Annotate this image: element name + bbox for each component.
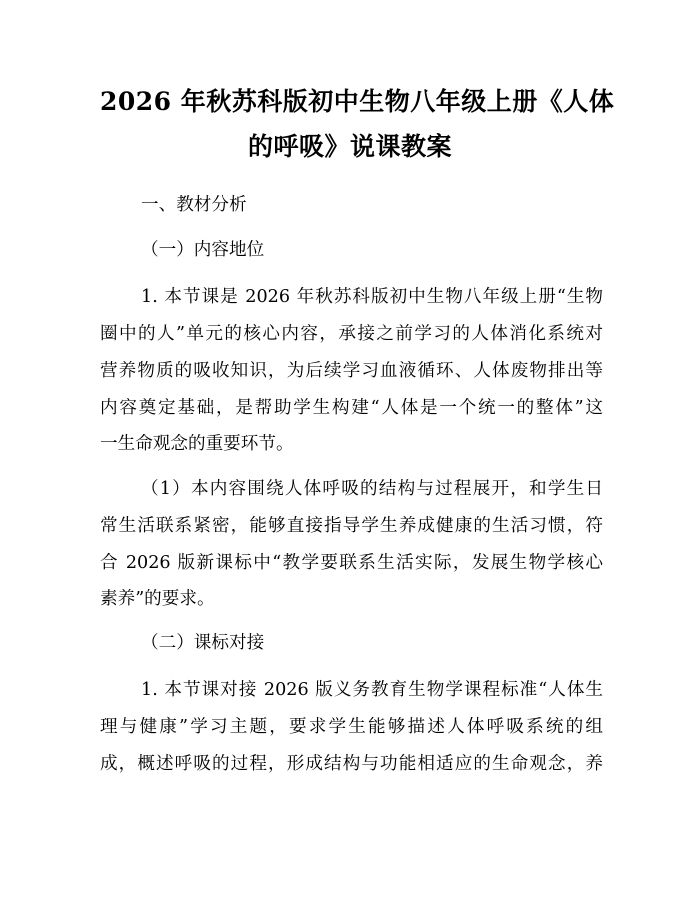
paragraph-1-line-5: 一生命观念的重要环节。 [100,434,294,454]
subsection-heading-curriculum-alignment: （二）课标对接 [141,633,265,653]
paragraph-3-line-1: 1. 本节课对接 2026 版义务教育生物学课程标准“人体生 [141,680,603,700]
section-heading: 一、教材分析 [141,195,247,215]
paragraph-1-line-4: 内容奠定基础，是帮助学生构建“人体是一个统一的整体”这 [100,398,603,418]
paragraph-2-line-4: 素养”的要求。 [100,589,215,609]
paragraph-3-line-2: 理与健康”学习主题，要求学生能够描述人体呼吸系统的组 [100,717,603,737]
paragraph-3-line-3: 成，概述呼吸的过程，形成结构与功能相适应的生命观念，养 [100,754,603,774]
document-title-line-2: 的呼吸》说课教案 [247,132,452,161]
paragraph-1-line-1: 1. 本节课是 2026 年秋苏科版初中生物八年级上册“生物 [141,287,603,307]
paragraph-2-line-2: 常生活联系紧密，能够直接指导学生养成健康的生活习惯，符 [100,516,603,536]
paragraph-1-line-2: 圈中的人”单元的核心内容，承接之前学习的人体消化系统对 [100,324,603,344]
paragraph-2-line-1: （1）本内容围绕人体呼吸的结构与过程展开，和学生日 [141,479,603,499]
paragraph-1-line-3: 营养物质的吸收知识，为后续学习血液循环、人体废物排出等 [100,361,603,381]
paragraph-2-line-3: 合 2026 版新课标中“教学要联系生活实际，发展生物学核心 [100,553,603,573]
subsection-heading-content-position: （一）内容地位 [141,240,265,260]
document-title-line-1: 2026 年秋苏科版初中生物八年级上册《人体 [100,87,615,116]
